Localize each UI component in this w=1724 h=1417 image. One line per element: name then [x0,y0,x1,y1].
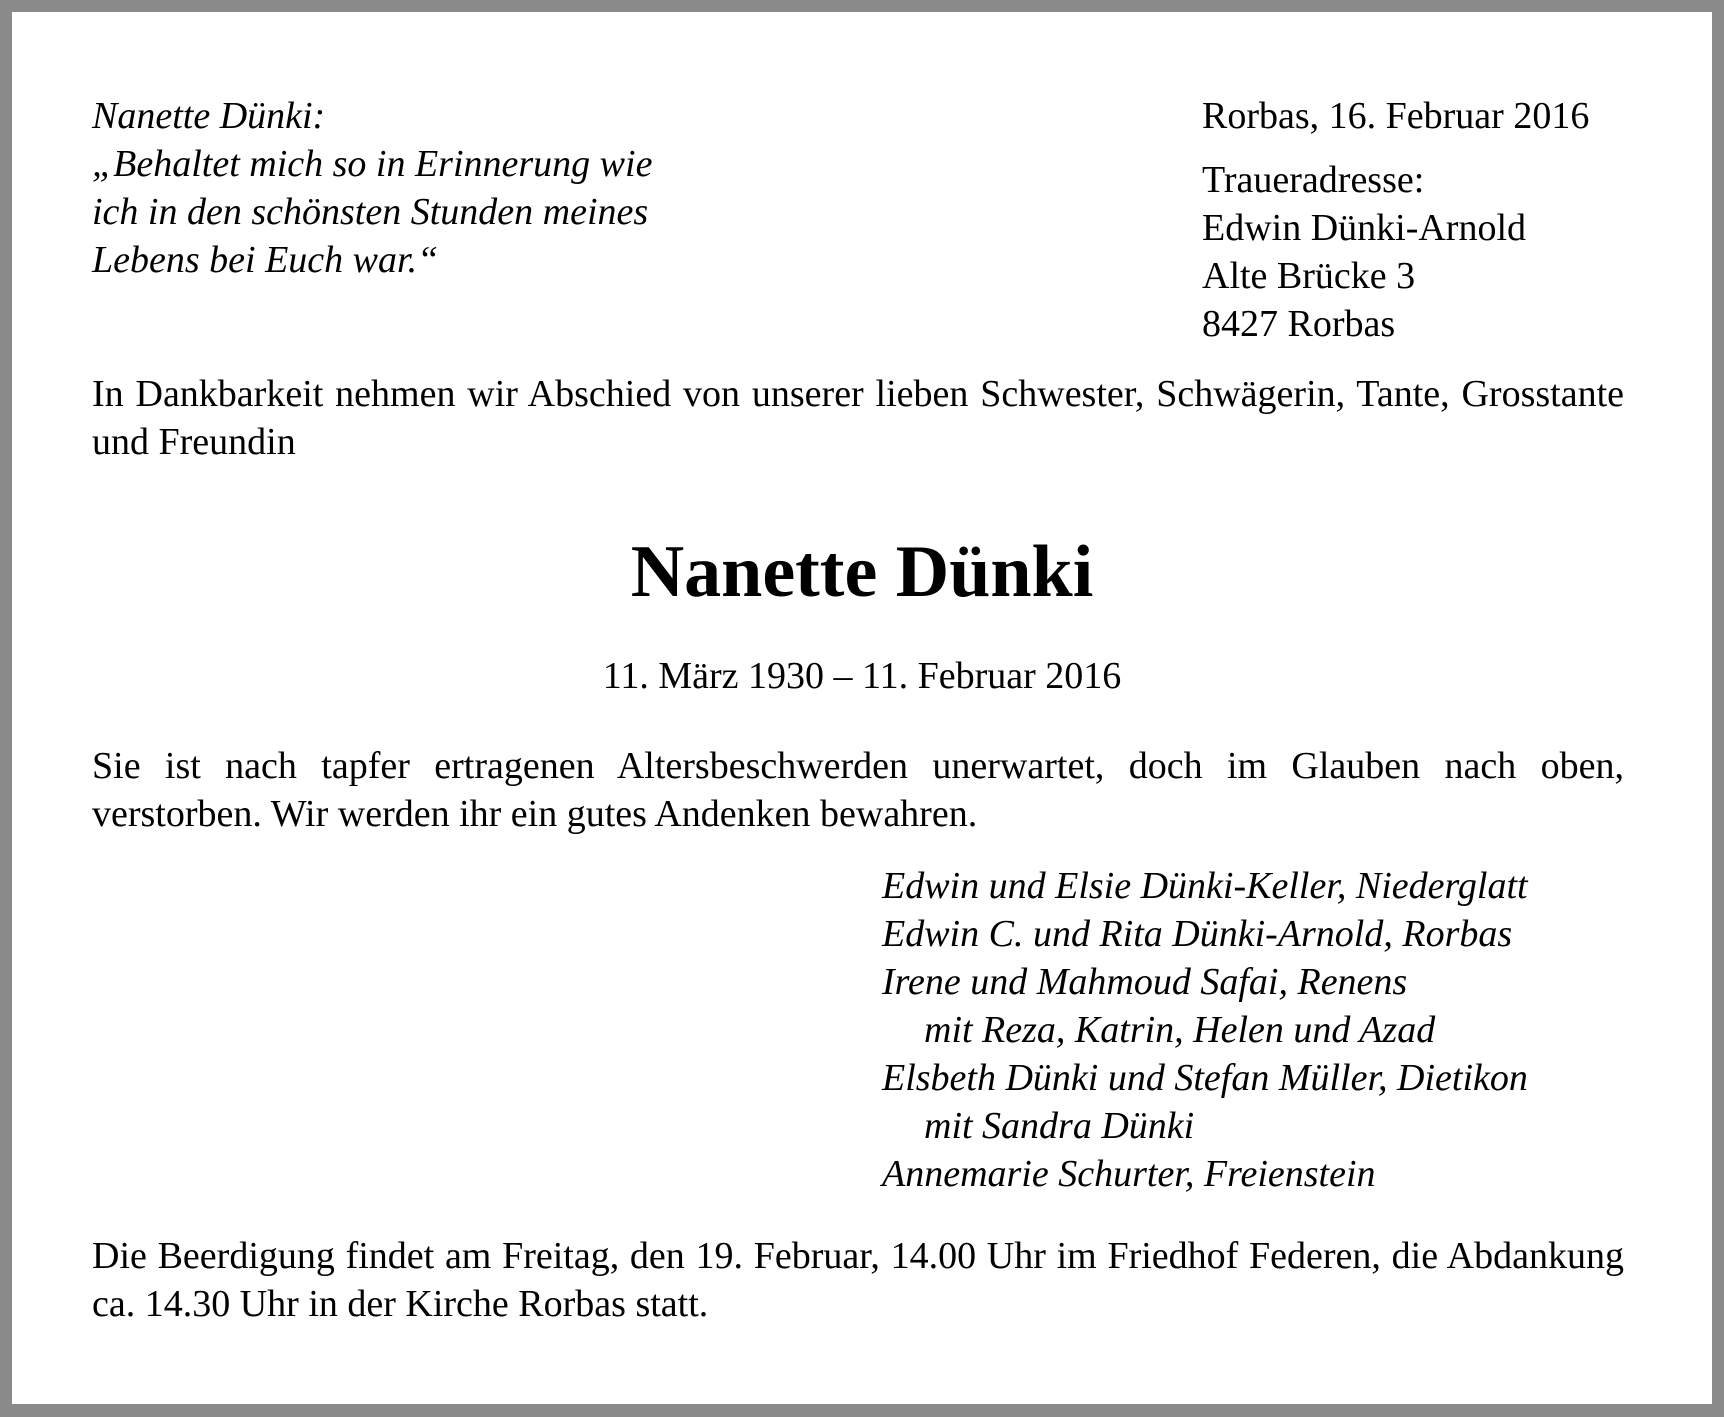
quote-author: Nanette Dünki: [92,95,326,137]
address-name: Edwin Dünki-Arnold [1202,207,1527,249]
mourner-line: Annemarie Schurter, Freienstein [882,1153,1376,1195]
mourner-line: Irene und Mahmoud Safai, Renens [882,961,1408,1003]
quote-block [92,92,652,284]
place-date: Rorbas, 16. Februar 2016 [1202,95,1590,137]
obituary-page [12,12,1712,1404]
quote-line-3: Lebens bei Euch war.“ [92,239,439,281]
place-address-block [1202,92,1589,348]
quote-line-1: „Behaltet mich so in Erinnerung wie [92,143,653,185]
mourner-line-indented: mit Reza, Katrin, Helen und Azad [924,1009,1436,1051]
body-text: Sie ist nach tapfer ertragenen Altersbeschwerden unerwartet, doch im Glauben nach oben, verstorben. Wir werden ihr ein gutes Andenken bewahren. [92,745,1624,835]
address-street: Alte Brücke 3 [1202,255,1416,297]
address-label: Traueradresse: [1202,159,1425,201]
address-city: 8427 Rorbas [1202,303,1396,345]
mourner-line: Edwin C. und Rita Dünki-Arnold, Rorbas [882,913,1513,955]
mourner-line: Elsbeth Dünki und Stefan Müller, Dietikon [882,1057,1528,1099]
intro-text: In Dankbarkeit nehmen wir Abschied von unserer lieben Schwester, Schwägerin, Tante, Grosstante und Freundin [92,373,1624,463]
quote-line-2: ich in den schönsten Stunden meines [92,191,649,233]
deceased-name: Nanette Dünki [630,531,1094,613]
mourner-line-indented: mit Sandra Dünki [924,1105,1195,1147]
life-dates: 11. März 1930 – 11. Februar 2016 [602,655,1122,697]
funeral-text: Die Beerdigung findet am Freitag, den 19. Februar, 14.00 Uhr im Friedhof Federen, die Abdankung ca. 14.30 Uhr in der Kirche Rorbas statt. [92,1235,1624,1325]
mourners-list [882,862,1528,1198]
mourner-line: Edwin und Elsie Dünki-Keller, Niederglatt [882,865,1528,907]
